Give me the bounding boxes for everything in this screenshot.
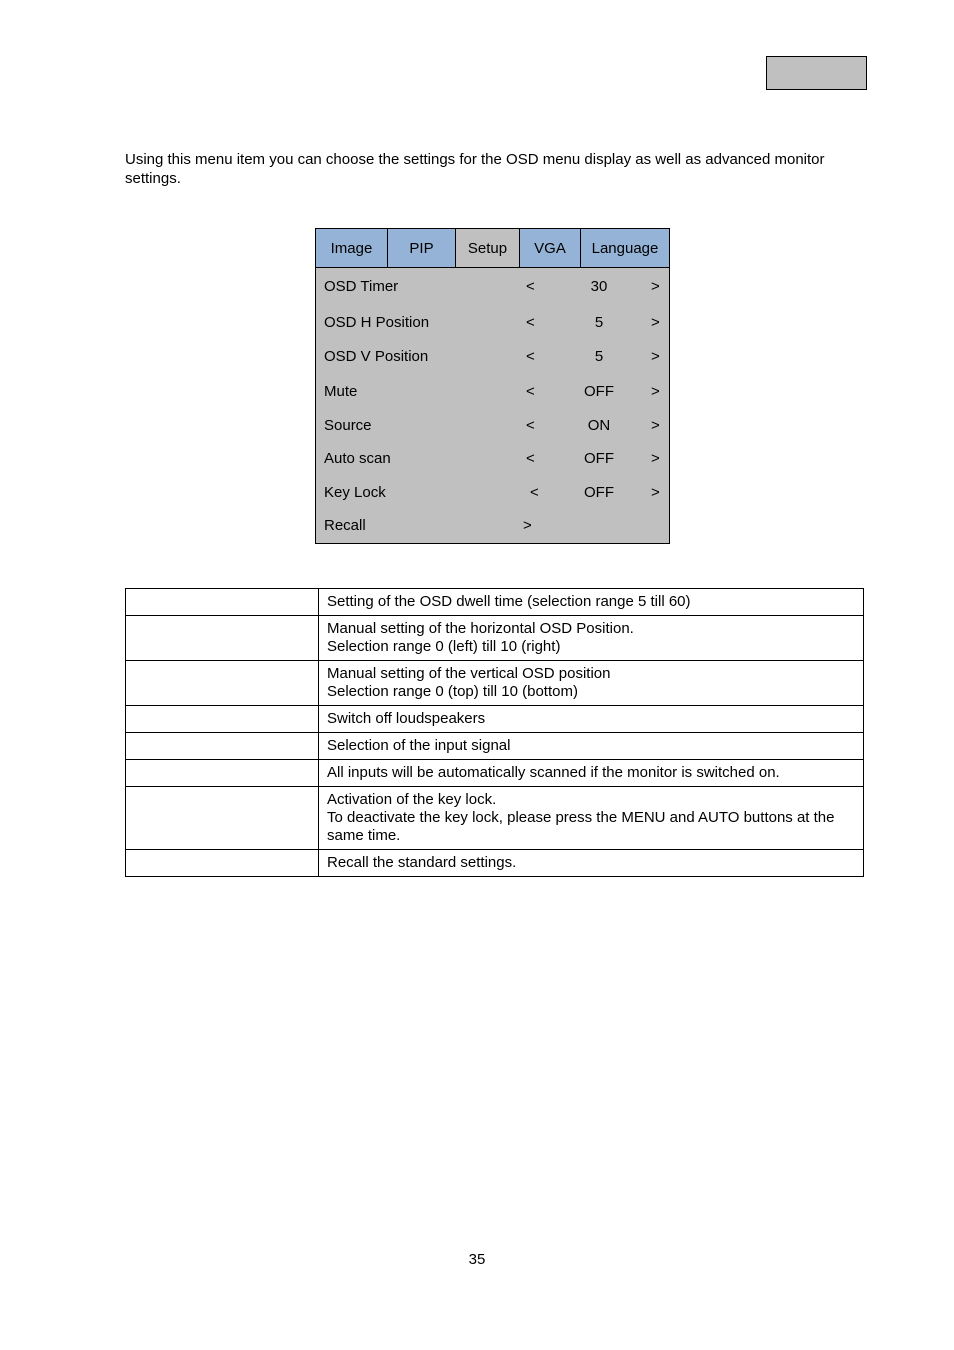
decrease-arrow[interactable]: <: [526, 383, 535, 400]
table-row: [126, 787, 864, 850]
page-number: 35: [468, 1251, 486, 1268]
osd-row-label: Mute: [324, 383, 358, 400]
osd-row-label: OSD Timer: [324, 278, 399, 295]
description-line: Setting of the OSD dwell time (selection range 5 till 60): [327, 593, 691, 610]
table-row: [126, 760, 864, 787]
table-row: [126, 661, 864, 706]
tab-setup[interactable]: Setup: [456, 229, 520, 267]
enter-arrow[interactable]: >: [523, 517, 532, 534]
setting-description-cell: [319, 787, 864, 850]
decrease-arrow[interactable]: <: [526, 417, 535, 434]
description-line: Manual setting of the vertical OSD position: [327, 665, 611, 682]
setting-name-cell: [126, 733, 319, 760]
decrease-arrow[interactable]: <: [526, 348, 535, 365]
setting-name-cell: [126, 589, 319, 616]
osd-row-auto-scan[interactable]: [316, 449, 669, 469]
tab-vga[interactable]: VGA: [520, 229, 581, 267]
setting-name-cell: [126, 706, 319, 733]
osd-row-label: OSD H Position: [324, 314, 430, 331]
description-line: Recall the standard settings.: [327, 854, 517, 871]
osd-row-osd-timer[interactable]: [316, 277, 669, 297]
table-row: [126, 850, 864, 877]
description-line: To deactivate the key lock, please press the MENU and AUTO buttons at the same time.: [327, 809, 835, 844]
osd-row-value: OFF: [584, 484, 614, 501]
description-line: Selection of the input signal: [327, 737, 511, 754]
osd-row-label: Recall: [324, 517, 366, 534]
setting-description-cell: [319, 706, 864, 733]
osd-row-mute[interactable]: [316, 382, 669, 402]
setting-description-cell: [319, 616, 864, 661]
tab-pip[interactable]: PIP: [388, 229, 456, 267]
setting-name-cell: [126, 661, 319, 706]
setting-description-cell: [319, 661, 864, 706]
osd-row-value: 5: [594, 348, 604, 365]
description-line: Selection range 0 (left) till 10 (right): [327, 638, 561, 655]
decrease-arrow[interactable]: <: [526, 278, 535, 295]
decrease-arrow[interactable]: <: [530, 484, 539, 501]
osd-row-value: OFF: [584, 450, 614, 467]
description-line: Activation of the key lock.: [327, 791, 497, 808]
header-tab-box: [766, 56, 867, 90]
decrease-arrow[interactable]: <: [526, 450, 535, 467]
increase-arrow[interactable]: >: [651, 417, 660, 434]
table-row: [126, 589, 864, 616]
osd-row-label: Key Lock: [324, 484, 386, 501]
osd-row-source[interactable]: [316, 416, 669, 436]
increase-arrow[interactable]: >: [651, 348, 660, 365]
osd-row-label: OSD V Position: [324, 348, 429, 365]
setting-name-cell: [126, 616, 319, 661]
table-row: [126, 616, 864, 661]
osd-row-label: Source: [324, 417, 372, 434]
increase-arrow[interactable]: >: [651, 383, 660, 400]
setting-name-cell: [126, 850, 319, 877]
osd-row-value: 30: [590, 278, 608, 295]
osd-row-value: ON: [587, 417, 611, 434]
osd-row-value: OFF: [584, 383, 614, 400]
setting-description-cell: [319, 589, 864, 616]
description-line: Selection range 0 (top) till 10 (bottom): [327, 683, 578, 700]
table-row: [126, 733, 864, 760]
tab-image[interactable]: Image: [316, 229, 388, 267]
setting-name-cell: [126, 787, 319, 850]
description-line: Switch off loudspeakers: [327, 710, 486, 727]
description-line: Manual setting of the horizontal OSD Position.: [327, 620, 634, 637]
intro-paragraph: Using this menu item you can choose the settings for the OSD menu display as well as advanced monitor settings.: [125, 151, 825, 187]
setting-description-cell: [319, 760, 864, 787]
setting-description-cell: [319, 850, 864, 877]
osd-tab-bar: [316, 229, 669, 268]
increase-arrow[interactable]: >: [651, 278, 660, 295]
osd-row-value: 5: [594, 314, 604, 331]
osd-menu: [315, 228, 670, 544]
osd-row-key-lock[interactable]: [316, 483, 669, 503]
decrease-arrow[interactable]: <: [526, 314, 535, 331]
osd-row-osd-h-position[interactable]: [316, 313, 669, 333]
increase-arrow[interactable]: >: [651, 450, 660, 467]
osd-row-osd-v-position[interactable]: [316, 347, 669, 367]
setting-description-cell: [319, 733, 864, 760]
osd-row-recall[interactable]: [316, 516, 669, 536]
tab-language[interactable]: Language: [581, 229, 669, 267]
increase-arrow[interactable]: >: [651, 484, 660, 501]
table-row: [126, 706, 864, 733]
settings-description-table: [125, 588, 864, 877]
osd-row-label: Auto scan: [324, 450, 391, 467]
description-line: All inputs will be automatically scanned if the monitor is switched on.: [327, 764, 780, 781]
setting-name-cell: [126, 760, 319, 787]
increase-arrow[interactable]: >: [651, 314, 660, 331]
